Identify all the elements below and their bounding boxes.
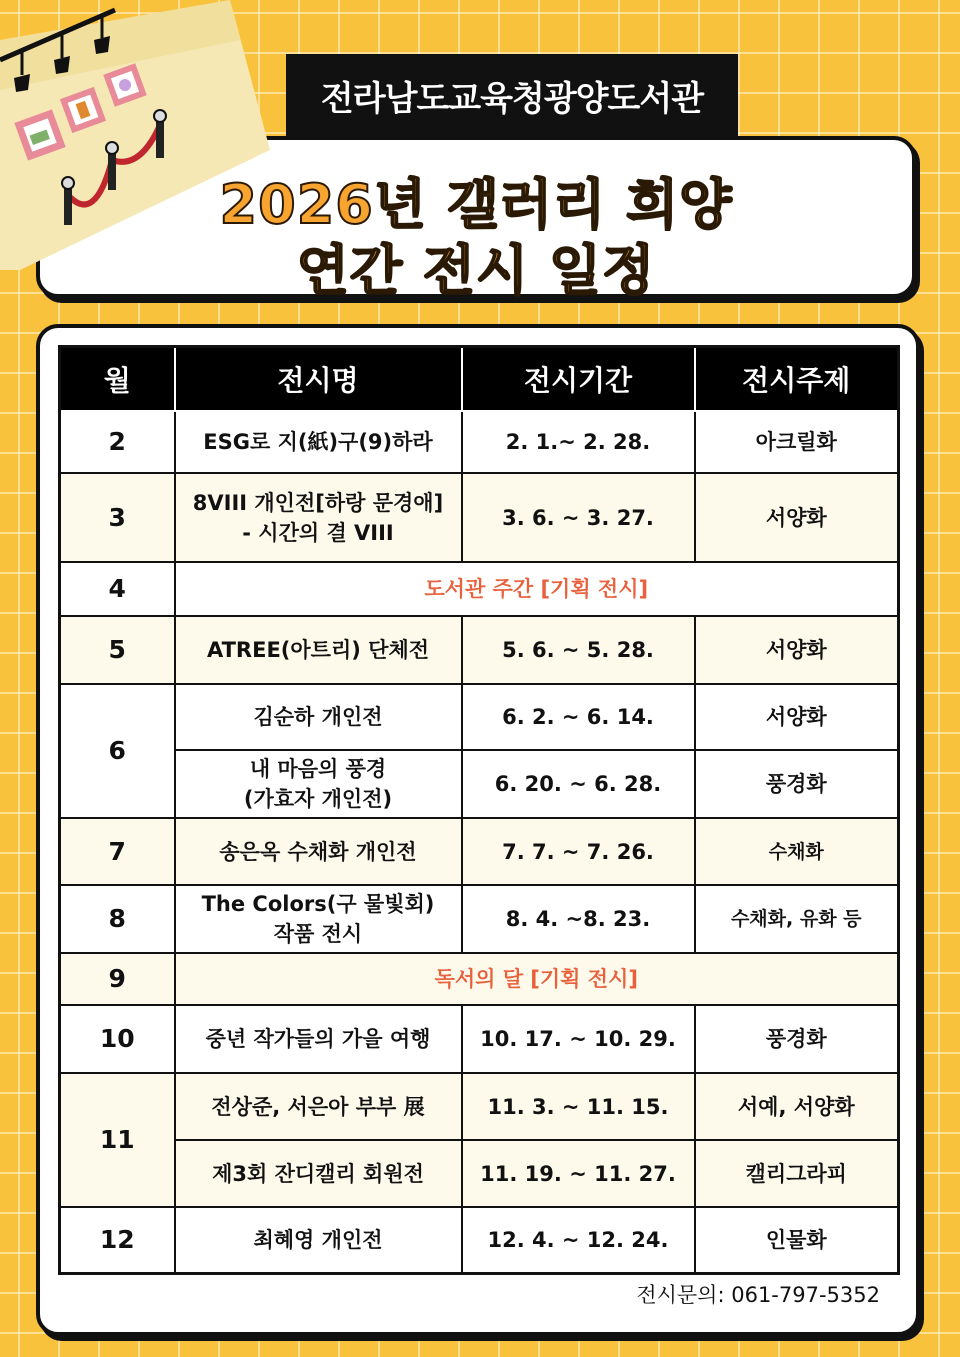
exhibition-name-cell: [175, 473, 462, 562]
exhibition-period-cell: 2. 1.~ 2. 28.: [462, 411, 695, 473]
exhibition-theme-cell: 인물화: [695, 1207, 899, 1273]
column-header-theme: 전시주제: [695, 347, 899, 412]
month-cell: 7: [60, 818, 175, 885]
exhibition-name-cell: ATREE(아트리) 단체전: [175, 616, 462, 684]
column-header-name: 전시명: [175, 347, 462, 412]
exhibition-name-line: 작품 전시: [273, 922, 363, 946]
exhibition-theme-cell: 수채화: [695, 818, 899, 885]
special-exhibition-cell: 도서관 주간 [기획 전시]: [175, 562, 899, 616]
exhibition-name-cell: 중년 작가들의 가을 여행: [175, 1005, 462, 1073]
table-row: [60, 562, 899, 616]
table-row: [60, 750, 899, 818]
table-row: [60, 473, 899, 562]
month-cell: 10: [60, 1005, 175, 1073]
exhibition-theme-cell: 풍경화: [695, 750, 899, 818]
exhibition-period-cell: 6. 2. ~ 6. 14.: [462, 684, 695, 750]
exhibition-period-cell: 8. 4. ~8. 23.: [462, 885, 695, 953]
exhibition-period-cell: 3. 6. ~ 3. 27.: [462, 473, 695, 562]
column-header-month: 월: [60, 347, 175, 412]
month-cell: 2: [60, 411, 175, 473]
table-row: [60, 885, 899, 953]
exhibition-theme-cell: 수채화, 유화 등: [695, 885, 899, 953]
exhibition-name-cell: 송은옥 수채화 개인전: [175, 818, 462, 885]
exhibition-name-line: 8VIII 개인전[하랑 문경애]: [192, 490, 444, 515]
exhibition-period-cell: 11. 19. ~ 11. 27.: [462, 1140, 695, 1207]
exhibition-theme-cell: 서양화: [695, 616, 899, 684]
table-row: [60, 1207, 899, 1273]
exhibition-name-line: (가효자 개인전): [243, 787, 393, 811]
exhibition-name-cell: [175, 885, 462, 953]
exhibition-name-cell: [175, 750, 462, 818]
table-row: [60, 411, 899, 473]
month-cell: 5: [60, 616, 175, 684]
exhibition-name-line: The Colors(구 물빛회): [201, 892, 435, 916]
exhibition-name-line: 내 마음의 풍경: [249, 757, 387, 781]
table-row: [60, 953, 899, 1005]
table-row: [60, 818, 899, 885]
special-exhibition-cell: 독서의 달 [기획 전시]: [175, 953, 899, 1005]
page-title: 2026년 갤러리 희양: [219, 173, 733, 236]
month-cell: 12: [60, 1207, 175, 1273]
exhibition-theme-cell: 아크릴화: [695, 411, 899, 473]
exhibition-schedule-table: [58, 345, 900, 1275]
exhibition-period-cell: 12. 4. ~ 12. 24.: [462, 1207, 695, 1273]
month-cell: 4: [60, 562, 175, 616]
exhibition-name-cell: 최혜영 개인전: [175, 1207, 462, 1273]
month-cell: 3: [60, 473, 175, 562]
exhibition-theme-cell: 서예, 서양화: [695, 1073, 899, 1140]
exhibition-period-cell: 6. 20. ~ 6. 28.: [462, 750, 695, 818]
month-cell: 9: [60, 953, 175, 1005]
table-header-row: [60, 347, 899, 412]
exhibition-period-cell: 7. 7. ~ 7. 26.: [462, 818, 695, 885]
exhibition-period-cell: 5. 6. ~ 5. 28.: [462, 616, 695, 684]
exhibition-name-line: - 시간의 결 VIII: [242, 520, 394, 545]
exhibition-name-cell: 전상준, 서은아 부부 展: [175, 1073, 462, 1140]
exhibition-contact: 전시문의: 061-797-5352: [636, 1283, 880, 1307]
exhibition-theme-cell: 서양화: [695, 684, 899, 750]
exhibition-name-cell: 김순하 개인전: [175, 684, 462, 750]
table-row: [60, 1140, 899, 1207]
gallery-illustration: [0, 0, 280, 270]
page-subtitle: 연간 전시 일정: [296, 239, 656, 302]
organization-banner: 전라남도교육청광양도서관: [286, 54, 738, 136]
table-row: [60, 1073, 899, 1140]
exhibition-theme-cell: 풍경화: [695, 1005, 899, 1073]
exhibition-theme-cell: 서양화: [695, 473, 899, 562]
column-header-period: 전시기간: [462, 347, 695, 412]
month-cell: 11: [60, 1073, 175, 1207]
table-row: [60, 684, 899, 750]
table-row: [60, 1005, 899, 1073]
exhibition-period-cell: 11. 3. ~ 11. 15.: [462, 1073, 695, 1140]
exhibition-period-cell: 10. 17. ~ 10. 29.: [462, 1005, 695, 1073]
month-cell: 8: [60, 885, 175, 953]
table-row: [60, 616, 899, 684]
month-cell: 6: [60, 684, 175, 818]
exhibition-theme-cell: 캘리그라피: [695, 1140, 899, 1207]
exhibition-name-cell: ESG로 지(紙)구(9)하라: [175, 411, 462, 473]
exhibition-name-cell: 제3회 잔디캘리 회원전: [175, 1140, 462, 1207]
